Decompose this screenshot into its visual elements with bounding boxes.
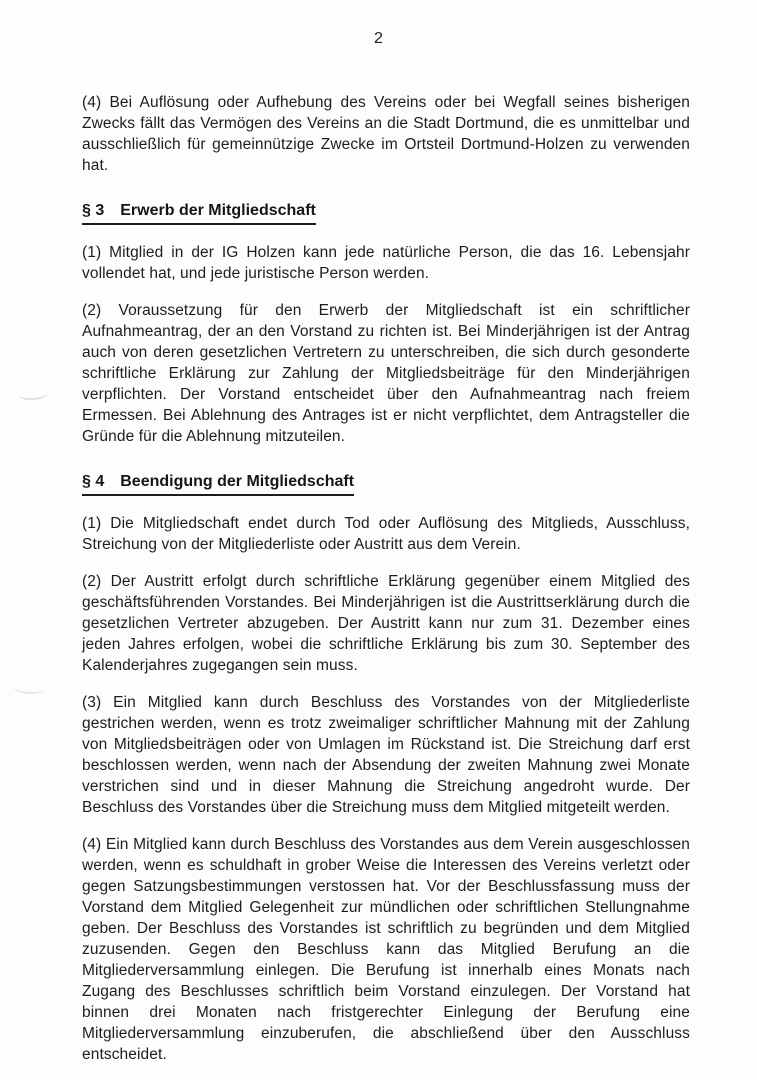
- paragraph-s4-2: (2) Der Austritt erfolgt durch schriftliche Erklärung gegenüber einem Mitglied des geschäftsführenden Vorstandes. Bei Minderjährigen ist die Austrittserklärung durch die gesetzlichen Vertreter abzugeben. Der Austritt kann nur zum 31. Dezember eines jeden Jahres erfolgen, wobei die schriftliche Erklärung bis zum 30. September des Kalenderjahres zugegangen sein muss.: [82, 573, 690, 674]
- heading-underline: [82, 200, 316, 225]
- paragraph-s3-1: (1) Mitglied in der IG Holzen kann jede natürliche Person, die das 16. Lebensjahr vollendet hat, und jede juristische Person werden.: [82, 244, 690, 282]
- heading-section-4: [82, 471, 690, 496]
- scan-smudge-artifact: [14, 681, 45, 695]
- scan-smudge-artifact: [18, 387, 49, 401]
- paragraph-s4-3: (3) Ein Mitglied kann durch Beschluss des Vorstandes von der Mitgliederliste gestrichen werden, wenn es trotz zweimaliger schriftlicher Mahnung mit der Zahlung von Mitgliedsbeiträgen oder von Umlagen im Rückstand ist. Die Streichung darf erst beschlossen werden, wenn nach der Absendung der zweiten Mahnung zwei Monate verstrichen sind und in dieser Mahnung die Streichung angedroht wurde. Der Beschluss des Vorstandes über die Streichung muss dem Mitglied mitgeteilt werden.: [82, 694, 690, 816]
- page-number: 2: [374, 30, 383, 47]
- paragraph-s4-4: (4) Ein Mitglied kann durch Beschluss des Vorstandes aus dem Verein ausgeschlossen werden, wenn es schuldhaft in grober Weise die Interessen des Vereins verletzt oder gegen Satzungsbestimmungen verstossen hat. Vor der Beschlussfassung muss der Vorstand dem Mitglied Gelegenheit zur mündlichen oder schriftlichen Stellungnahme geben. Der Beschluss des Vorstandes ist schriftlich zu begründen und dem Mitglied zuzusenden. Gegen den Beschluss kann das Mitglied Berufung an die Mitgliederversammlung einlegen. Die Berufung ist innerhalb eines Monats nach Zugang des Beschlusses schriftlich beim Vorstand einzulegen. Der Vorstand hat binnen drei Monaten nach fristgerechter Einlegung der Berufung eine Mitgliederversammlung einzuberufen, die abschließend über den Ausschluss entscheidet.: [82, 836, 690, 1063]
- document-body: [82, 92, 690, 1065]
- section-3-title: Erwerb der Mitgliedschaft: [120, 202, 316, 219]
- section-4-number: § 4: [82, 473, 105, 490]
- section-4-title: Beendigung der Mitgliedschaft: [120, 473, 355, 490]
- paragraph-s2-4: (4) Bei Auflösung oder Aufhebung des Vereins oder bei Wegfall seines bisherigen Zwecks fällt das Vermögen des Vereins an die Stadt Dortmund, die es unmittelbar und ausschließlich für gemeinnützige Zwecke im Ortsteil Dortmund-Holzen zu verwenden hat.: [82, 94, 690, 174]
- paragraph-s4-1: (1) Die Mitgliedschaft endet durch Tod oder Auflösung des Mitglieds, Ausschluss, Streichung von der Mitgliederliste oder Austritt aus dem Verein.: [82, 515, 690, 553]
- section-3-number: § 3: [82, 202, 105, 219]
- heading-section-3: [82, 200, 690, 225]
- paragraph-s3-2: (2) Voraussetzung für den Erwerb der Mitgliedschaft ist ein schriftlicher Aufnahmeantrag, der an den Vorstand zu richten ist. Bei Minderjährigen ist der Antrag auch von deren gesetzlichen Vertretern zu unterschreiben, die sich durch gesonderte schriftliche Erklärung zur Zahlung der Mitgliedsbeiträge für den Minderjährigen verpflichten. Der Vorstand entscheidet über den Aufnahmeantrag nach freiem Ermessen. Bei Ablehnung des Antrages ist er nicht verpflichtet, dem Antragsteller die Gründe für die Ablehnung mitzuteilen.: [82, 302, 690, 445]
- heading-underline: [82, 471, 354, 496]
